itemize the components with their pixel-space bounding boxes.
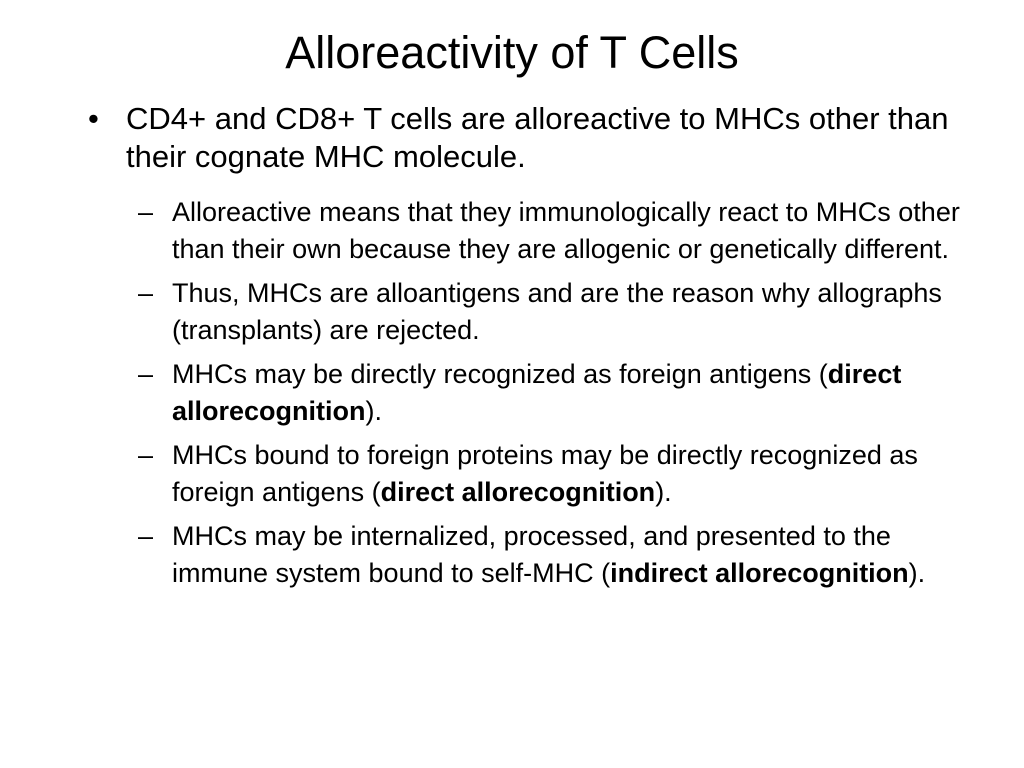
sub-bullet	[138, 275, 968, 349]
dash-marker: –	[138, 197, 154, 227]
dash-marker: –	[138, 359, 154, 389]
sub-bullet	[138, 356, 968, 430]
bold-term: direct allorecognition	[380, 477, 656, 507]
dash-marker: –	[138, 440, 154, 470]
sub-bullet-text: Thus, MHCs are alloantigens and are the reason why allographs (transplants) are rejected.	[172, 278, 942, 345]
sub-bullet	[138, 194, 968, 268]
slide-title: Alloreactivity of T Cells	[285, 27, 739, 78]
sub-bullet-text: MHCs may be internalized, processed, and presented to the immune system bound to self-MHC (	[172, 521, 891, 588]
dash-marker: –	[138, 521, 154, 551]
sub-bullet	[138, 437, 968, 511]
bold-term: indirect allorecognition	[610, 558, 909, 588]
bullet-marker: •	[88, 101, 99, 136]
sub-bullet-text-end: ).	[365, 396, 383, 426]
sub-bullet-text-end: ).	[908, 558, 926, 588]
sub-bullet-text: MHCs may be directly recognized as foreign antigens (	[172, 359, 828, 389]
main-bullet-text: CD4+ and CD8+ T cells are alloreactive to MHCs other than their cognate MHC molecule.	[126, 101, 949, 174]
sub-bullet-text: MHCs bound to foreign proteins may be directly recognized as foreign antigens (	[172, 440, 918, 507]
sub-bullet	[138, 518, 968, 592]
bold-term: direct allorecognition	[172, 359, 902, 426]
dash-marker: –	[138, 278, 154, 308]
sub-bullet-text: Alloreactive means that they immunologically react to MHCs other than their own because they are allogenic or genetically different.	[172, 197, 960, 264]
sub-bullet-list	[138, 194, 968, 599]
main-bullet	[88, 100, 988, 176]
sub-bullet-text-end: ).	[655, 477, 672, 507]
